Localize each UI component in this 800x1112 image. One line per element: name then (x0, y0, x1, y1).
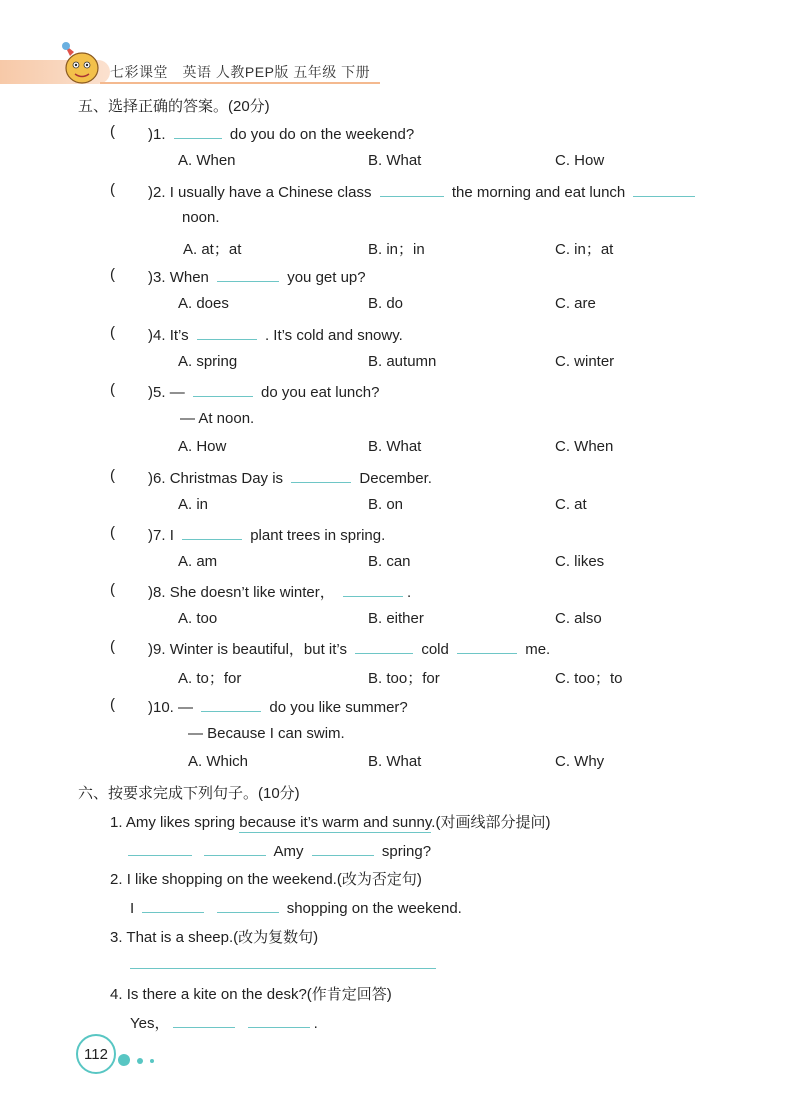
answer-blank[interactable] (312, 840, 374, 856)
option-a[interactable]: A. How (178, 438, 227, 455)
option-b[interactable]: B. on (368, 496, 404, 513)
answer-blank[interactable] (193, 381, 253, 397)
answer-blank[interactable] (457, 638, 517, 654)
option-b[interactable]: B. What (368, 753, 422, 770)
task-4: 4. Is there a kite on the desk?(作肯定回答) (110, 986, 392, 1003)
answer-line[interactable] (130, 968, 436, 969)
option-a[interactable]: A. at；at (183, 241, 242, 258)
option-a[interactable]: A. does (178, 295, 229, 312)
task-3: 3. That is a sheep.(改为复数句) (110, 929, 319, 946)
question-continuation: — At noon. (180, 410, 255, 427)
answer-blank[interactable] (633, 181, 695, 197)
option-c[interactable]: C. too；to (555, 670, 623, 687)
option-c[interactable]: C. at (555, 496, 587, 513)
option-c[interactable]: C. in；at (555, 241, 614, 258)
option-c[interactable]: C. When (555, 438, 614, 455)
task-1-answer-line: Amy spring? (128, 840, 431, 860)
answer-blank[interactable] (217, 897, 279, 913)
header-divider (100, 82, 380, 84)
section-6-title: 六、按要求完成下列句子。(10分) (78, 785, 300, 802)
option-b[interactable]: B. can (368, 553, 411, 570)
question-2: )2. I usually have a Chinese class the morning and eat lunch (148, 181, 699, 201)
task-1: 1. Amy likes spring because it’s warm and sunny.(对画线部分提问) (110, 814, 551, 831)
answer-blank[interactable] (201, 696, 261, 712)
option-b[interactable]: B. too；for (368, 670, 440, 687)
decor-dot (150, 1059, 154, 1063)
option-b[interactable]: B. autumn (368, 353, 437, 370)
answer-paren: ( (110, 123, 115, 140)
header-title: 七彩课堂 英语 人教PEP版 五年级 下册 (110, 64, 371, 80)
option-c[interactable]: C. also (555, 610, 602, 627)
option-b[interactable]: B. either (368, 610, 424, 627)
option-a[interactable]: A. Which (188, 753, 249, 770)
task-2-answer-line: I shopping on the weekend. (130, 897, 462, 917)
answer-paren: ( (110, 524, 115, 541)
section-5-title: 五、选择正确的答案。(20分) (78, 98, 270, 115)
answer-paren: ( (110, 266, 115, 283)
option-a[interactable]: A. When (178, 152, 236, 169)
answer-paren: ( (110, 381, 115, 398)
question-continuation: noon. (182, 209, 220, 226)
answer-blank[interactable] (217, 266, 279, 282)
underlined-phrase: because it’s warm and sunny (239, 814, 432, 831)
answer-blank[interactable] (380, 181, 444, 197)
question-10: )10. — do you like summer? (148, 696, 408, 716)
question-7: )7. I plant trees in spring. (148, 524, 385, 544)
answer-paren: ( (110, 638, 115, 655)
answer-blank[interactable] (128, 840, 192, 856)
answer-blank[interactable] (142, 897, 204, 913)
answer-blank[interactable] (173, 1012, 235, 1028)
answer-blank[interactable] (197, 324, 257, 340)
answer-paren: ( (110, 181, 115, 198)
option-b[interactable]: B. do (368, 295, 404, 312)
question-1: )1. do you do on the weekend? (148, 123, 414, 143)
answer-blank[interactable] (248, 1012, 310, 1028)
option-a[interactable]: A. am (178, 553, 218, 570)
option-b[interactable]: B. in；in (368, 241, 425, 258)
question-6: )6. Christmas Day is December. (148, 467, 432, 487)
task-2: 2. I like shopping on the weekend.(改为否定句) (110, 871, 422, 888)
option-c[interactable]: C. Why (555, 753, 605, 770)
answer-paren: ( (110, 696, 115, 713)
decor-dot (118, 1054, 130, 1066)
option-c[interactable]: C. are (555, 295, 596, 312)
answer-paren: ( (110, 324, 115, 341)
option-a[interactable]: A. in (178, 496, 209, 513)
answer-blank[interactable] (182, 524, 242, 540)
answer-blank[interactable] (291, 467, 351, 483)
question-8: )8. She doesn’t like winter， . (148, 581, 411, 602)
answer-paren: ( (110, 581, 115, 598)
task-4-answer-line: Yes， . (130, 1012, 318, 1033)
option-a[interactable]: A. too (178, 610, 218, 627)
answer-blank[interactable] (174, 123, 222, 139)
option-c[interactable]: C. winter (555, 353, 615, 370)
answer-paren: ( (110, 467, 115, 484)
question-continuation: — Because I can swim. (188, 725, 345, 742)
question-5: )5. — do you eat lunch? (148, 381, 379, 401)
answer-blank[interactable] (343, 581, 403, 597)
answer-blank[interactable] (355, 638, 413, 654)
question-3: )3. When you get up? (148, 266, 366, 286)
page-number: 112 (76, 1034, 116, 1074)
option-c[interactable]: C. likes (555, 553, 605, 570)
answer-blank[interactable] (204, 840, 266, 856)
decor-dot (137, 1058, 143, 1064)
option-b[interactable]: B. What (368, 152, 422, 169)
option-a[interactable]: A. to；for (178, 670, 242, 687)
question-9: )9. Winter is beautiful，but it’s cold me. (148, 638, 550, 659)
option-c[interactable]: C. How (555, 152, 605, 169)
option-b[interactable]: B. What (368, 438, 422, 455)
mascot-icon (56, 38, 108, 88)
option-a[interactable]: A. spring (178, 353, 238, 370)
question-4: )4. It’s . It’s cold and snowy. (148, 324, 403, 344)
